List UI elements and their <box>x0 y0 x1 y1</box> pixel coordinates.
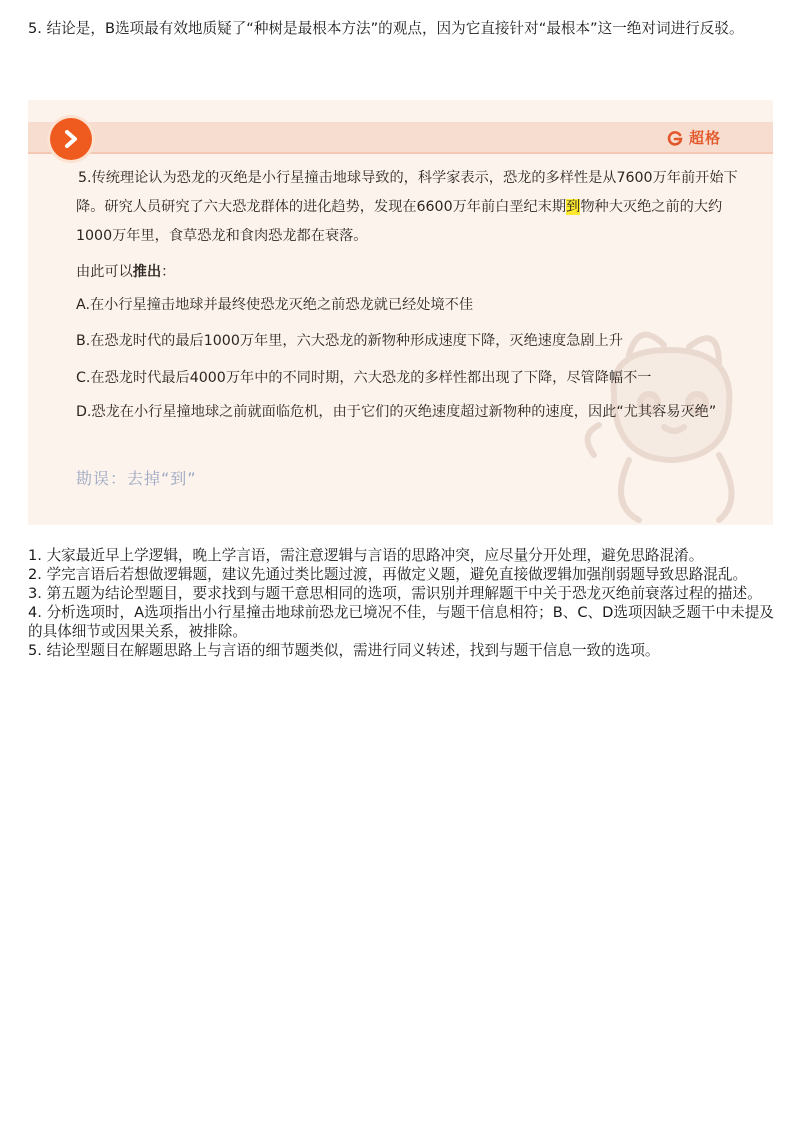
chevron-right-icon <box>60 128 82 150</box>
question-stem <box>76 164 756 251</box>
question-lead-prefix: 由此可以 <box>76 264 133 280</box>
option-c: C.在恐龙时代最后4000万年中的不同时期，六大恐龙的多样性都出现了下降，尽管降幅不一 <box>76 370 652 386</box>
question-stem-text-end: 物种大灭绝之前的大约1000万年里，食草恐龙和食肉恐龙都在衰落。 <box>76 199 723 244</box>
option-b: B.在恐龙时代的最后1000万年里，六大恐龙的新物种形成速度下降，灭绝速度急剧上升 <box>76 333 623 349</box>
brand-g-icon <box>667 130 683 146</box>
question-lead-suffix: ： <box>161 264 176 280</box>
notes-list <box>28 546 776 660</box>
option-d: D.恐龙在小行星撞地球之前就面临危机，由于它们的灭绝速度超过新物种的速度，因此“尤其容易灭绝” <box>76 404 717 420</box>
top-paragraph: 5. 结论是，B选项最有效地质疑了“种树是最根本方法”的观点，因为它直接针对“最根本”这一绝对词进行反驳。 <box>28 20 744 37</box>
note-item: 5. 结论型题目在解题思路上与言语的细节题类似，需进行同义转述，找到与题干信息一致的选项。 <box>28 642 660 659</box>
brand-name: 超格 <box>688 129 721 147</box>
option-a: A.在小行星撞击地球并最终使恐龙灭绝之前恐龙就已经处境不佳 <box>76 297 474 313</box>
brand-logo <box>667 127 721 148</box>
question-lead-keyword: 推出 <box>132 264 162 280</box>
note-item: 2. 学完言语后若想做逻辑题，建议先通过类比题过渡，再做定义题，避免直接做逻辑加强削弱题导致思路混乱。 <box>28 566 748 583</box>
note-item: 3. 第五题为结论型题目，要求找到与题干意思相同的选项，需识别并理解题干中关于恐龙灭绝前衰落过程的描述。 <box>28 585 762 602</box>
note-item: 1. 大家最近早上学逻辑，晚上学言语，需注意逻辑与言语的思路冲突，应尽量分开处理，避免思路混淆。 <box>28 547 704 564</box>
question-slide-screenshot <box>28 100 773 525</box>
correction-note: 勘误：去掉“到” <box>76 469 197 488</box>
highlighted-word: 到 <box>566 199 581 215</box>
note-item: 4. 分析选项时，A选项指出小行星撞击地球前恐龙已境况不佳，与题干信息相符；B、C、D选项因缺乏题干中未提及的具体细节或因果关系，被排除。 <box>28 604 774 640</box>
question-stem-text: 5.传统理论认为恐龙的灭绝是小行星撞击地球导致的，科学家表示，恐龙的多样性是从7600万年前开始下降。研究人员研究了六大恐龙群体的进化趋势，发现在6600万年前白垩纪末期 <box>76 170 738 215</box>
slide-header-bar <box>28 122 773 154</box>
question-lead <box>76 258 756 287</box>
next-arrow-button <box>50 118 92 160</box>
